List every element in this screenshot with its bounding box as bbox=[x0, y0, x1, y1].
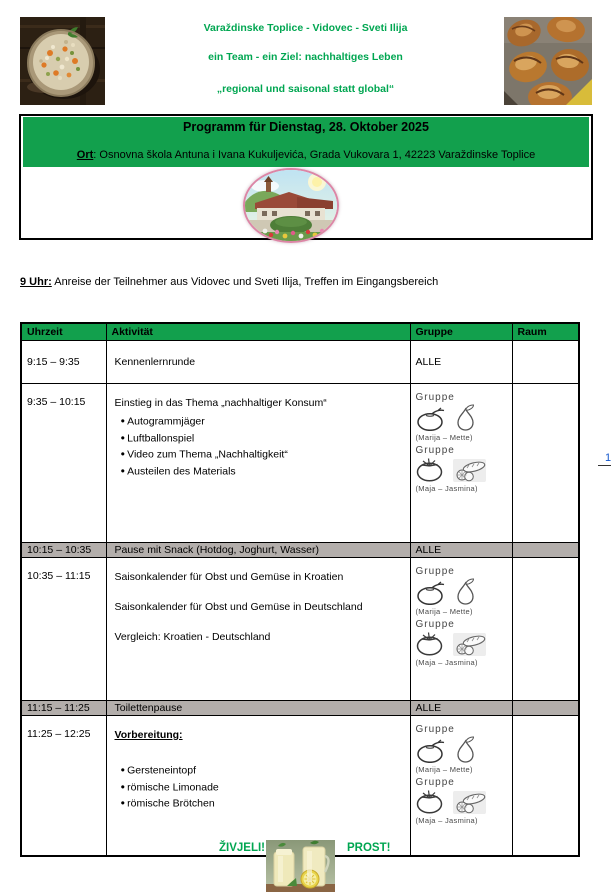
time-cell: 11:25 – 12:25 bbox=[21, 716, 106, 857]
group1-names: (Marija – Mette) bbox=[415, 607, 473, 616]
table-row bbox=[21, 384, 579, 543]
activity-bullet: ● Austeilen des Materials bbox=[115, 463, 410, 480]
cucumber-icon bbox=[453, 633, 486, 656]
activity-bullet: ● römische Limonade bbox=[115, 779, 410, 796]
motto-line-1: Varaždinske Toplice - Vidovec - Sveti Ilija bbox=[203, 22, 408, 34]
tomato-icon bbox=[416, 789, 443, 814]
bread-rolls-photo bbox=[504, 17, 592, 105]
location-label: Ort bbox=[76, 149, 94, 161]
col-header-raum: Raum bbox=[512, 323, 579, 341]
table-row bbox=[21, 701, 579, 716]
activity-cell bbox=[106, 716, 410, 857]
location-line bbox=[23, 149, 589, 161]
apple-icon bbox=[416, 407, 446, 431]
activity-bullet: ● römische Brötchen bbox=[115, 795, 410, 812]
activity-cell: Pause mit Snack (Hotdog, Joghurt, Wasser) bbox=[106, 543, 410, 558]
apple-icon bbox=[416, 581, 446, 605]
group-icons bbox=[416, 736, 512, 763]
group-cell: ALLE bbox=[410, 543, 512, 558]
activity-bullet: ● Autogrammjäger bbox=[115, 413, 410, 430]
program-title-box bbox=[19, 114, 593, 240]
room-cell bbox=[512, 716, 579, 857]
location-text: : Osnovna škola Antuna i Ivana Kukuljevića, Grada Vukovara 1, 42223 Varaždinske Toplice bbox=[93, 149, 536, 161]
motto-line-3: „regional und saisonal statt global“ bbox=[216, 83, 395, 95]
schedule-table bbox=[20, 322, 580, 857]
room-cell bbox=[512, 543, 579, 558]
school-photo bbox=[243, 168, 339, 243]
motto-block bbox=[108, 22, 503, 95]
group-label: Gruppe bbox=[415, 724, 455, 735]
pear-icon bbox=[456, 736, 475, 763]
table-header-row bbox=[21, 323, 579, 341]
table-row bbox=[21, 558, 579, 701]
page-number-link[interactable]: 1 bbox=[598, 452, 611, 466]
col-header-gruppe: Gruppe bbox=[410, 323, 512, 341]
apple-icon bbox=[416, 739, 446, 763]
cheers-german: PROST! bbox=[347, 842, 391, 854]
group-icons bbox=[416, 457, 512, 482]
activity-cell: Toilettenpause bbox=[106, 701, 410, 716]
time-cell: 9:15 – 9:35 bbox=[21, 341, 106, 384]
time-cell: 11:15 – 11:25 bbox=[21, 701, 106, 716]
cucumber-icon bbox=[453, 791, 486, 814]
group-icons bbox=[416, 631, 512, 656]
group-label: Gruppe bbox=[415, 392, 455, 403]
barley-stew-photo bbox=[20, 17, 105, 105]
group2-names: (Maja – Jasmina) bbox=[415, 816, 478, 825]
motto-line-2: ein Team - ein Ziel: nachhaltiges Leben bbox=[208, 51, 403, 63]
green-title-band bbox=[23, 117, 589, 167]
group1-names: (Marija – Mette) bbox=[415, 433, 473, 442]
group2-names: (Maja – Jasmina) bbox=[415, 484, 478, 493]
col-header-aktivitaet: Aktivität bbox=[106, 323, 410, 341]
room-cell bbox=[512, 558, 579, 701]
arrival-text: Anreise der Teilnehmer aus Vidovec und Sveti Ilija, Treffen im Eingangsbereich bbox=[51, 276, 439, 288]
group-icons bbox=[416, 578, 512, 605]
group-cell bbox=[410, 558, 512, 701]
group-cell bbox=[410, 716, 512, 857]
activity-bullet: ● Luftballonspiel bbox=[115, 430, 410, 447]
activity-line: Saisonkalender für Obst und Gemüse in Deutschland bbox=[114, 601, 363, 613]
arrival-time-label: 9 Uhr: bbox=[20, 276, 52, 288]
group-label: Gruppe bbox=[415, 566, 455, 577]
activity-title: Vorbereitung: bbox=[114, 729, 183, 741]
activity-cell: Kennenlernrunde bbox=[106, 341, 410, 384]
tomato-icon bbox=[416, 457, 443, 482]
lemonade-photo bbox=[266, 840, 335, 892]
arrival-note bbox=[20, 276, 438, 288]
pear-icon bbox=[456, 578, 475, 605]
table-row bbox=[21, 543, 579, 558]
cheers-croatian: ŽIVJELI! bbox=[219, 842, 266, 854]
group1-names: (Marija – Mette) bbox=[415, 765, 473, 774]
group-icons bbox=[416, 789, 512, 814]
group-label: Gruppe bbox=[415, 777, 455, 788]
group-label: Gruppe bbox=[415, 445, 455, 456]
group-block bbox=[416, 562, 512, 667]
room-cell bbox=[512, 701, 579, 716]
room-cell bbox=[512, 384, 579, 543]
group-block bbox=[416, 388, 512, 493]
activity-cell bbox=[106, 558, 410, 701]
activity-title: Einstieg in das Thema „nachhaltiger Konsum“ bbox=[114, 397, 327, 409]
activity-cell bbox=[106, 384, 410, 543]
group-cell: ALLE bbox=[410, 701, 512, 716]
activity-bullet: ● Video zum Thema „Nachhaltigkeit“ bbox=[115, 446, 410, 463]
time-cell: 10:35 – 11:15 bbox=[21, 558, 106, 701]
cucumber-icon bbox=[453, 459, 486, 482]
group-cell: ALLE bbox=[410, 341, 512, 384]
activity-line: Saisonkalender für Obst und Gemüse in Kroatien bbox=[114, 571, 344, 583]
activity-bullet: ● Gersteneintopf bbox=[115, 762, 410, 779]
room-cell bbox=[512, 341, 579, 384]
activity-line: Vergleich: Kroatien - Deutschland bbox=[114, 631, 271, 643]
time-cell: 9:35 – 10:15 bbox=[21, 384, 106, 543]
group-icons bbox=[416, 404, 512, 431]
col-header-uhrzeit: Uhrzeit bbox=[21, 323, 106, 341]
pear-icon bbox=[456, 404, 475, 431]
table-row bbox=[21, 341, 579, 384]
group-label: Gruppe bbox=[415, 619, 455, 630]
program-title: Programm für Dienstag, 28. Oktober 2025 bbox=[183, 120, 429, 134]
group-cell bbox=[410, 384, 512, 543]
group2-names: (Maja – Jasmina) bbox=[415, 658, 478, 667]
table-row bbox=[21, 716, 579, 857]
tomato-icon bbox=[416, 631, 443, 656]
time-cell: 10:15 – 10:35 bbox=[21, 543, 106, 558]
group-block bbox=[416, 720, 512, 825]
